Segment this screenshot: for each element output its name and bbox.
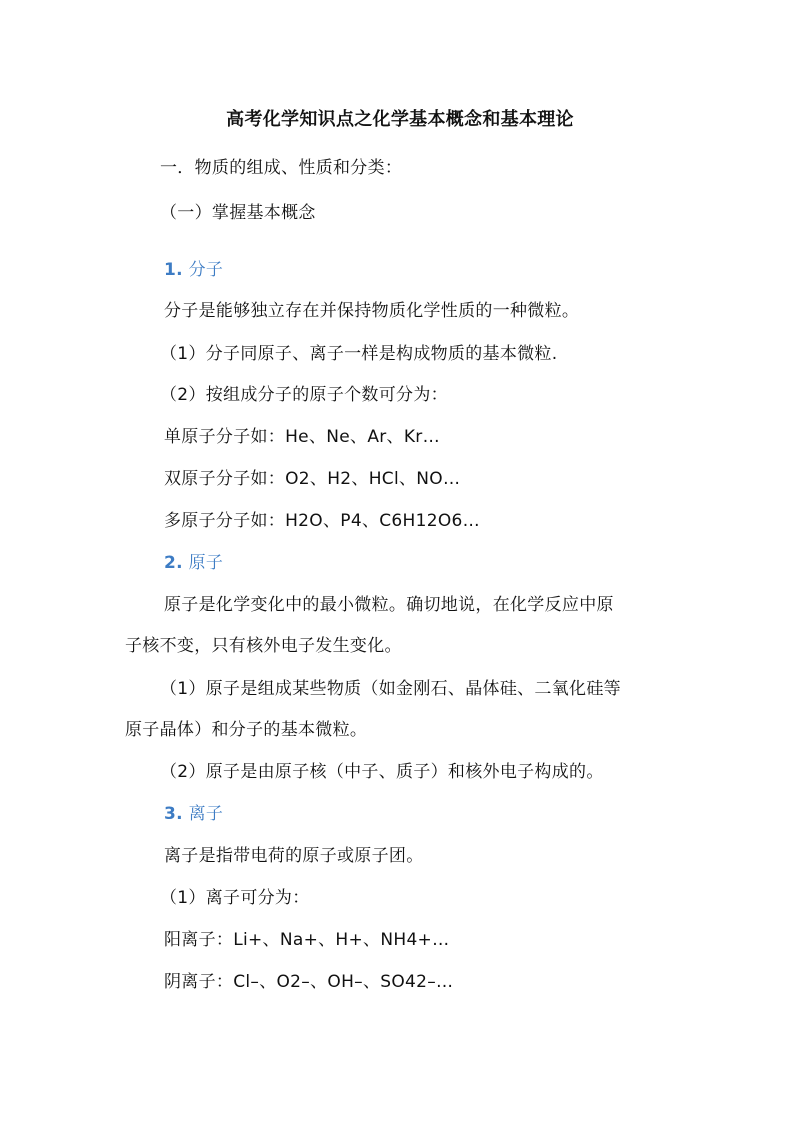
atom-point-2: （2）原子是由原子核（中子、质子）和核外电子构成的。 bbox=[160, 762, 604, 782]
molecule-point-1: （1）分子同原子、离子一样是构成物质的基本微粒. bbox=[160, 344, 558, 364]
molecule-definition: 分子是能够独立存在并保持物质化学性质的一种微粒。 bbox=[164, 301, 580, 321]
heading-molecule-number: 1. bbox=[164, 260, 183, 280]
heading-molecule-text: 分子 bbox=[188, 260, 224, 280]
ion-anion-examples: 阴离子：Cl–、O2–、OH–、SO42–… bbox=[164, 972, 454, 992]
ion-definition: 离子是指带电荷的原子或原子团。 bbox=[164, 846, 424, 866]
heading-atom-number: 2. bbox=[164, 553, 183, 573]
subsection-heading-basic-concepts: （一）掌握基本概念 bbox=[160, 203, 316, 223]
ion-cation-examples: 阳离子：Li+、Na+、H+、NH4+… bbox=[164, 930, 450, 950]
atom-definition-line-2: 子核不变，只有核外电子发生变化。 bbox=[125, 636, 402, 656]
section-heading-composition: 一．物质的组成、性质和分类： bbox=[160, 158, 403, 178]
molecule-polyatomic-examples: 多原子分子如：H2O、P4、C6H12O6… bbox=[164, 511, 480, 531]
heading-ion-text: 离子 bbox=[188, 804, 224, 824]
heading-ion-number: 3. bbox=[164, 804, 183, 824]
molecule-diatomic-examples: 双原子分子如：O2、H2、HCl、NO… bbox=[164, 469, 461, 489]
heading-ion bbox=[164, 803, 223, 825]
heading-molecule bbox=[164, 259, 223, 281]
ion-point-1: （1）离子可分为： bbox=[160, 888, 310, 908]
heading-atom bbox=[164, 552, 223, 574]
page-title: 高考化学知识点之化学基本概念和基本理论 bbox=[226, 109, 574, 130]
heading-atom-text: 原子 bbox=[188, 553, 224, 573]
atom-point-1-line-2: 原子晶体）和分子的基本微粒。 bbox=[125, 720, 368, 740]
atom-point-1-line-1: （1）原子是组成某些物质（如金刚石、晶体硅、二氧化硅等 bbox=[160, 679, 621, 699]
molecule-monoatomic-examples: 单原子分子如：He、Ne、Ar、Kr… bbox=[164, 427, 440, 447]
molecule-point-2: （2）按组成分子的原子个数可分为： bbox=[160, 385, 448, 405]
atom-definition-line-1: 原子是化学变化中的最小微粒。确切地说，在化学反应中原 bbox=[164, 595, 614, 615]
